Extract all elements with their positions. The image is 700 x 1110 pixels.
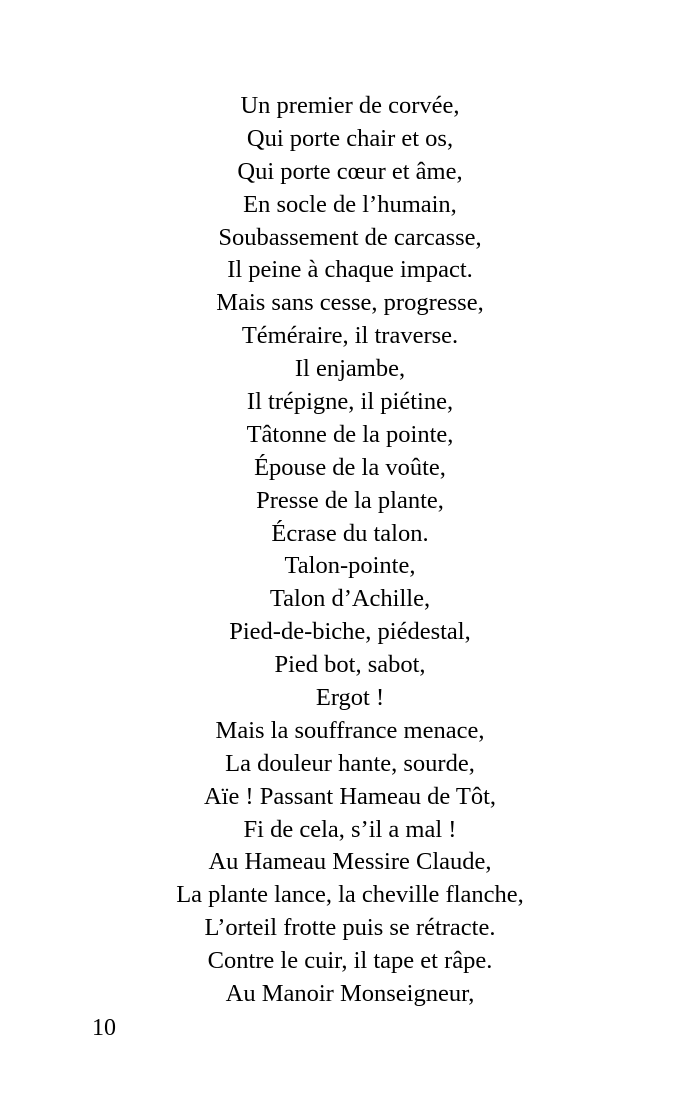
poem-line: La douleur hante, sourde, bbox=[225, 749, 475, 777]
poem-line: Téméraire, il traverse. bbox=[241, 322, 459, 350]
poem-line: Pied-de-biche, piédestal, bbox=[229, 618, 471, 646]
poem-line: La plante lance, la cheville flanche, bbox=[176, 881, 524, 909]
poem-line: Qui porte cœur et âme, bbox=[237, 157, 463, 185]
poem-line: Il trépigne, il piétine, bbox=[246, 388, 454, 416]
poem-line: Tâtonne de la pointe, bbox=[246, 420, 454, 448]
poem-line: Il peine à chaque impact. bbox=[227, 256, 473, 284]
poem-line: Talon d’Achille, bbox=[269, 585, 431, 613]
poem-line: Ergot ! bbox=[315, 684, 385, 712]
poem-line: Soubassement de carcasse, bbox=[218, 223, 482, 251]
poem-line: Contre le cuir, il tape et râpe. bbox=[207, 947, 493, 975]
poem-line: Au Manoir Monseigneur, bbox=[225, 980, 475, 1008]
poem-line: Un premier de corvée, bbox=[240, 92, 460, 119]
poem-line: Aïe ! Passant Hameau de Tôt, bbox=[203, 782, 497, 810]
page-number: 10 bbox=[92, 1015, 116, 1041]
poem-line: Pied bot, sabot, bbox=[274, 651, 426, 679]
poem-line: Mais la souffrance menace, bbox=[215, 716, 485, 744]
poem-line: En socle de l’humain, bbox=[243, 190, 457, 218]
poem-line: Au Hameau Messire Claude, bbox=[208, 848, 492, 876]
poem-line: Écrase du talon. bbox=[271, 519, 429, 547]
poem-line: L’orteil frotte puis se rétracte. bbox=[204, 914, 496, 942]
poem-line: Presse de la plante, bbox=[256, 486, 444, 514]
poem-text bbox=[0, 90, 700, 1011]
poem-line: Fi de cela, s’il a mal ! bbox=[243, 815, 457, 843]
poem-line: Épouse de la voûte, bbox=[254, 453, 446, 481]
poem-line: Il enjambe, bbox=[294, 355, 406, 383]
poem-line: Mais sans cesse, progresse, bbox=[216, 289, 484, 317]
poem-line: Talon-pointe, bbox=[284, 552, 416, 580]
poem-line: Qui porte chair et os, bbox=[246, 124, 454, 152]
